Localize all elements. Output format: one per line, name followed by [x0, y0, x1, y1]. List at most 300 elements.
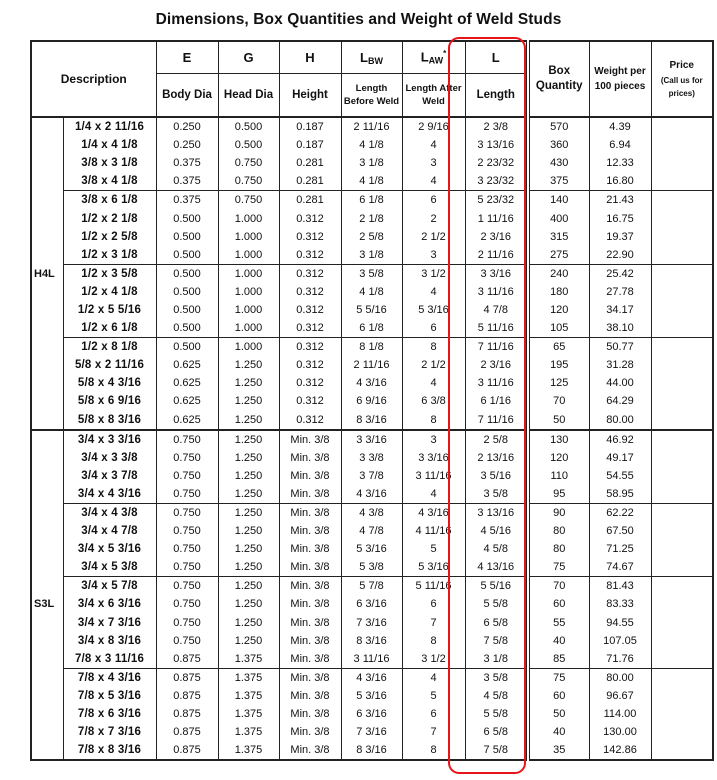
- cell-desc: 3/4 x 4 7/8: [63, 522, 156, 540]
- group-label: [31, 558, 63, 577]
- cell-law: 2 1/2: [402, 356, 465, 374]
- cell-weight: 25.42: [589, 264, 651, 283]
- cell-price: [651, 430, 713, 449]
- cell-law: 4: [402, 668, 465, 687]
- cell-g: 0.500: [218, 117, 279, 136]
- header-weight: Weight per 100 pieces: [589, 41, 651, 117]
- cell-l: 5 23/32: [465, 191, 528, 210]
- cell-e: 0.625: [156, 411, 218, 430]
- cell-law: 2: [402, 209, 465, 227]
- table-row: [31, 374, 713, 392]
- cell-e: 0.750: [156, 632, 218, 650]
- cell-e: 0.875: [156, 668, 218, 687]
- cell-g: 1.250: [218, 614, 279, 632]
- cell-lbw: 8 3/16: [341, 411, 402, 430]
- cell-l: 4 5/8: [465, 687, 528, 705]
- header-price: Price (Call us for prices): [651, 41, 713, 117]
- cell-weight: 80.00: [589, 668, 651, 687]
- document-title: Dimensions, Box Quantities and Weight of Weld Studs: [155, 11, 562, 28]
- cell-l: 2 13/16: [465, 449, 528, 467]
- cell-g: 0.750: [218, 154, 279, 172]
- cell-e: 0.500: [156, 319, 218, 338]
- group-label: [31, 650, 63, 669]
- cell-law: 6: [402, 191, 465, 210]
- cell-weight: 21.43: [589, 191, 651, 210]
- cell-g: 1.250: [218, 503, 279, 522]
- cell-desc: 5/8 x 6 9/16: [63, 392, 156, 410]
- cell-e: 0.750: [156, 522, 218, 540]
- cell-lbw: 4 1/8: [341, 136, 402, 154]
- table-row: [31, 668, 713, 687]
- cell-e: 0.875: [156, 650, 218, 669]
- cell-box: 240: [528, 264, 589, 283]
- cell-desc: 3/4 x 8 3/16: [63, 632, 156, 650]
- group-label: S3L: [31, 595, 63, 613]
- group-label: [31, 172, 63, 191]
- cell-weight: 107.05: [589, 632, 651, 650]
- cell-l: 3 5/8: [465, 485, 528, 504]
- cell-desc: 1/2 x 4 1/8: [63, 283, 156, 301]
- cell-desc: 3/4 x 3 7/8: [63, 467, 156, 485]
- cell-h: 0.312: [279, 338, 341, 357]
- cell-lbw: 8 3/16: [341, 741, 402, 760]
- cell-price: [651, 154, 713, 172]
- cell-e: 0.750: [156, 558, 218, 577]
- cell-l: 4 5/16: [465, 522, 528, 540]
- cell-l: 6 5/8: [465, 614, 528, 632]
- cell-lbw: 6 9/16: [341, 392, 402, 410]
- cell-h: 0.281: [279, 191, 341, 210]
- cell-price: [651, 209, 713, 227]
- cell-l: 4 13/16: [465, 558, 528, 577]
- cell-law: 3: [402, 430, 465, 449]
- cell-weight: 27.78: [589, 283, 651, 301]
- cell-e: 0.750: [156, 540, 218, 558]
- table-row: [31, 356, 713, 374]
- cell-lbw: 7 3/16: [341, 723, 402, 741]
- cell-lbw: 3 5/8: [341, 264, 402, 283]
- cell-box: 120: [528, 449, 589, 467]
- cell-box: 40: [528, 632, 589, 650]
- cell-e: 0.875: [156, 741, 218, 760]
- table-row: [31, 522, 713, 540]
- cell-desc: 3/8 x 4 1/8: [63, 172, 156, 191]
- cell-e: 0.500: [156, 301, 218, 319]
- cell-l: 2 11/16: [465, 246, 528, 265]
- cell-g: 1.375: [218, 723, 279, 741]
- cell-e: 0.625: [156, 374, 218, 392]
- cell-desc: 3/4 x 5 7/8: [63, 577, 156, 596]
- group-label: [31, 741, 63, 760]
- cell-desc: 3/8 x 3 1/8: [63, 154, 156, 172]
- cell-box: 95: [528, 485, 589, 504]
- cell-law: 5 3/16: [402, 301, 465, 319]
- cell-e: 0.500: [156, 209, 218, 227]
- header-height: Height: [279, 74, 341, 118]
- cell-law: 5 3/16: [402, 558, 465, 577]
- cell-g: 1.250: [218, 411, 279, 430]
- cell-lbw: 4 1/8: [341, 172, 402, 191]
- cell-l: 3 13/16: [465, 136, 528, 154]
- cell-price: [651, 503, 713, 522]
- cell-desc: 1/2 x 6 1/8: [63, 319, 156, 338]
- header-head-dia: Head Dia: [218, 74, 279, 118]
- cell-e: 0.750: [156, 430, 218, 449]
- cell-lbw: 5 7/8: [341, 577, 402, 596]
- cell-h: 0.187: [279, 117, 341, 136]
- cell-h: Min. 3/8: [279, 485, 341, 504]
- cell-price: [651, 540, 713, 558]
- cell-lbw: 3 7/8: [341, 467, 402, 485]
- cell-e: 0.875: [156, 705, 218, 723]
- cell-box: 360: [528, 136, 589, 154]
- cell-box: 35: [528, 741, 589, 760]
- cell-law: 5: [402, 540, 465, 558]
- cell-g: 1.375: [218, 668, 279, 687]
- cell-law: 5: [402, 687, 465, 705]
- cell-weight: 12.33: [589, 154, 651, 172]
- cell-lbw: 4 3/16: [341, 485, 402, 504]
- cell-g: 1.250: [218, 485, 279, 504]
- cell-price: [651, 522, 713, 540]
- cell-lbw: 4 1/8: [341, 283, 402, 301]
- table-row: [31, 392, 713, 410]
- cell-h: Min. 3/8: [279, 467, 341, 485]
- cell-e: 0.750: [156, 449, 218, 467]
- cell-weight: 81.43: [589, 577, 651, 596]
- cell-lbw: 3 3/8: [341, 449, 402, 467]
- cell-g: 1.000: [218, 209, 279, 227]
- cell-price: [651, 228, 713, 246]
- cell-box: 60: [528, 595, 589, 613]
- cell-e: 0.750: [156, 485, 218, 504]
- cell-e: 0.750: [156, 614, 218, 632]
- cell-weight: 130.00: [589, 723, 651, 741]
- table-row: [31, 338, 713, 357]
- cell-desc: 7/8 x 8 3/16: [63, 741, 156, 760]
- cell-l: 2 3/16: [465, 356, 528, 374]
- cell-law: 3: [402, 246, 465, 265]
- table-row: [31, 687, 713, 705]
- cell-law: 3 1/2: [402, 650, 465, 669]
- cell-box: 70: [528, 577, 589, 596]
- cell-lbw: 3 11/16: [341, 650, 402, 669]
- cell-price: [651, 723, 713, 741]
- cell-desc: 7/8 x 3 11/16: [63, 650, 156, 669]
- cell-g: 1.375: [218, 705, 279, 723]
- cell-l: 2 3/8: [465, 117, 528, 136]
- cell-g: 1.250: [218, 430, 279, 449]
- cell-law: 2 9/16: [402, 117, 465, 136]
- cell-law: 6: [402, 705, 465, 723]
- cell-h: Min. 3/8: [279, 632, 341, 650]
- cell-h: Min. 3/8: [279, 577, 341, 596]
- cell-g: 1.375: [218, 687, 279, 705]
- cell-box: 140: [528, 191, 589, 210]
- cell-lbw: 7 3/16: [341, 614, 402, 632]
- cell-box: 80: [528, 522, 589, 540]
- cell-lbw: 5 5/16: [341, 301, 402, 319]
- cell-price: [651, 558, 713, 577]
- cell-e: 0.750: [156, 577, 218, 596]
- cell-weight: 96.67: [589, 687, 651, 705]
- cell-lbw: 2 1/8: [341, 209, 402, 227]
- cell-lbw: 2 5/8: [341, 228, 402, 246]
- cell-lbw: 3 1/8: [341, 246, 402, 265]
- cell-box: 75: [528, 668, 589, 687]
- group-label: [31, 136, 63, 154]
- cell-price: [651, 741, 713, 760]
- cell-box: 430: [528, 154, 589, 172]
- cell-law: 6: [402, 595, 465, 613]
- cell-g: 1.000: [218, 283, 279, 301]
- cell-desc: 1/2 x 2 1/8: [63, 209, 156, 227]
- cell-lbw: 2 11/16: [341, 356, 402, 374]
- cell-box: 570: [528, 117, 589, 136]
- cell-h: Min. 3/8: [279, 522, 341, 540]
- cell-e: 0.500: [156, 246, 218, 265]
- cell-l: 6 5/8: [465, 723, 528, 741]
- cell-e: 0.500: [156, 228, 218, 246]
- cell-h: Min. 3/8: [279, 723, 341, 741]
- cell-g: 1.375: [218, 741, 279, 760]
- cell-price: [651, 319, 713, 338]
- cell-desc: 3/4 x 4 3/8: [63, 503, 156, 522]
- table-row: [31, 503, 713, 522]
- cell-weight: 67.50: [589, 522, 651, 540]
- group-label: [31, 522, 63, 540]
- cell-law: 3: [402, 154, 465, 172]
- cell-e: 0.500: [156, 283, 218, 301]
- cell-lbw: 5 3/8: [341, 558, 402, 577]
- cell-desc: 1/2 x 3 1/8: [63, 246, 156, 265]
- cell-h: Min. 3/8: [279, 705, 341, 723]
- cell-l: 2 23/32: [465, 154, 528, 172]
- cell-h: 0.187: [279, 136, 341, 154]
- cell-weight: 50.77: [589, 338, 651, 357]
- cell-h: 0.312: [279, 228, 341, 246]
- cell-g: 1.250: [218, 522, 279, 540]
- cell-lbw: 6 1/8: [341, 319, 402, 338]
- group-label: [31, 632, 63, 650]
- cell-law: 7: [402, 614, 465, 632]
- cell-price: [651, 283, 713, 301]
- cell-h: Min. 3/8: [279, 449, 341, 467]
- cell-h: 0.312: [279, 356, 341, 374]
- cell-e: 0.375: [156, 191, 218, 210]
- group-label: [31, 449, 63, 467]
- group-label: [31, 283, 63, 301]
- cell-box: 85: [528, 650, 589, 669]
- cell-h: 0.312: [279, 246, 341, 265]
- cell-weight: 71.25: [589, 540, 651, 558]
- cell-desc: 5/8 x 4 3/16: [63, 374, 156, 392]
- cell-e: 0.250: [156, 117, 218, 136]
- cell-weight: 34.17: [589, 301, 651, 319]
- cell-desc: 1/2 x 3 5/8: [63, 264, 156, 283]
- cell-desc: 1/4 x 2 11/16: [63, 117, 156, 136]
- cell-lbw: 6 1/8: [341, 191, 402, 210]
- cell-desc: 3/4 x 3 3/16: [63, 430, 156, 449]
- cell-g: 1.000: [218, 301, 279, 319]
- cell-law: 4: [402, 283, 465, 301]
- cell-desc: 3/4 x 5 3/16: [63, 540, 156, 558]
- cell-e: 0.750: [156, 503, 218, 522]
- header-h: H: [279, 41, 341, 74]
- cell-weight: 54.55: [589, 467, 651, 485]
- header-description: Description: [31, 41, 156, 117]
- table-row: [31, 136, 713, 154]
- header-l: L: [465, 41, 528, 74]
- header-e: E: [156, 41, 218, 74]
- cell-e: 0.875: [156, 723, 218, 741]
- cell-law: 8: [402, 741, 465, 760]
- table-row: [31, 723, 713, 741]
- table-row: [31, 540, 713, 558]
- cell-e: 0.375: [156, 172, 218, 191]
- header-box-quantity: Box Quantity: [528, 41, 589, 117]
- header-g: G: [218, 41, 279, 74]
- cell-law: 3 11/16: [402, 467, 465, 485]
- cell-g: 0.750: [218, 191, 279, 210]
- cell-desc: 1/4 x 4 1/8: [63, 136, 156, 154]
- cell-desc: 7/8 x 7 3/16: [63, 723, 156, 741]
- cell-lbw: 2 11/16: [341, 117, 402, 136]
- cell-g: 1.000: [218, 228, 279, 246]
- cell-price: [651, 577, 713, 596]
- cell-box: 315: [528, 228, 589, 246]
- table-row: [31, 301, 713, 319]
- cell-box: 90: [528, 503, 589, 522]
- table-row: [31, 705, 713, 723]
- cell-g: 1.250: [218, 540, 279, 558]
- cell-e: 0.250: [156, 136, 218, 154]
- cell-desc: 3/8 x 6 1/8: [63, 191, 156, 210]
- cell-lbw: 8 1/8: [341, 338, 402, 357]
- cell-weight: 16.80: [589, 172, 651, 191]
- group-label: H4L: [31, 264, 63, 283]
- table-row: [31, 411, 713, 430]
- table-row: [31, 577, 713, 596]
- cell-price: [651, 374, 713, 392]
- group-label: [31, 301, 63, 319]
- table-row: [31, 209, 713, 227]
- cell-law: 8: [402, 632, 465, 650]
- cell-weight: 74.67: [589, 558, 651, 577]
- cell-h: 0.312: [279, 374, 341, 392]
- cell-price: [651, 136, 713, 154]
- cell-weight: 114.00: [589, 705, 651, 723]
- table-row: [31, 283, 713, 301]
- cell-price: [651, 687, 713, 705]
- cell-box: 275: [528, 246, 589, 265]
- cell-lbw: 6 3/16: [341, 595, 402, 613]
- header-body-dia: Body Dia: [156, 74, 218, 118]
- table-row: [31, 191, 713, 210]
- table-row: [31, 319, 713, 338]
- cell-price: [651, 246, 713, 265]
- cell-price: [651, 650, 713, 669]
- cell-box: 65: [528, 338, 589, 357]
- cell-box: 55: [528, 614, 589, 632]
- cell-weight: 44.00: [589, 374, 651, 392]
- group-label: [31, 154, 63, 172]
- cell-l: 3 23/32: [465, 172, 528, 191]
- cell-law: 4: [402, 136, 465, 154]
- group-label: [31, 668, 63, 687]
- cell-box: 180: [528, 283, 589, 301]
- cell-lbw: 5 3/16: [341, 540, 402, 558]
- cell-lbw: 3 3/16: [341, 430, 402, 449]
- cell-weight: 142.86: [589, 741, 651, 760]
- cell-l: 6 1/16: [465, 392, 528, 410]
- table-row: [31, 430, 713, 449]
- cell-law: 6 3/8: [402, 392, 465, 410]
- cell-box: 75: [528, 558, 589, 577]
- cell-box: 110: [528, 467, 589, 485]
- table-row: [31, 632, 713, 650]
- cell-law: 4 11/16: [402, 522, 465, 540]
- cell-desc: 3/4 x 7 3/16: [63, 614, 156, 632]
- cell-g: 1.000: [218, 338, 279, 357]
- table-row: [31, 595, 713, 613]
- cell-l: 7 11/16: [465, 411, 528, 430]
- cell-e: 0.750: [156, 595, 218, 613]
- cell-desc: 1/2 x 2 5/8: [63, 228, 156, 246]
- cell-l: 4 7/8: [465, 301, 528, 319]
- cell-g: 1.000: [218, 246, 279, 265]
- table-row: [31, 117, 713, 136]
- group-label: [31, 485, 63, 504]
- cell-law: 4: [402, 485, 465, 504]
- cell-box: 375: [528, 172, 589, 191]
- cell-weight: 80.00: [589, 411, 651, 430]
- cell-weight: 31.28: [589, 356, 651, 374]
- cell-l: 7 5/8: [465, 632, 528, 650]
- header-length-after-weld: Length After Weld: [402, 74, 465, 118]
- table-row: [31, 485, 713, 504]
- cell-desc: 3/4 x 5 3/8: [63, 558, 156, 577]
- cell-law: 6: [402, 319, 465, 338]
- cell-weight: 49.17: [589, 449, 651, 467]
- group-label: [31, 356, 63, 374]
- cell-l: 3 11/16: [465, 374, 528, 392]
- cell-h: 0.312: [279, 392, 341, 410]
- cell-lbw: 8 3/16: [341, 632, 402, 650]
- cell-g: 1.250: [218, 356, 279, 374]
- group-label: [31, 374, 63, 392]
- cell-law: 4: [402, 172, 465, 191]
- cell-law: 3 3/16: [402, 449, 465, 467]
- cell-e: 0.500: [156, 264, 218, 283]
- header-length: Length: [465, 74, 528, 118]
- header-law: $L_{AW}^*$: [402, 41, 465, 74]
- cell-weight: 83.33: [589, 595, 651, 613]
- cell-h: Min. 3/8: [279, 687, 341, 705]
- table-row: [31, 449, 713, 467]
- cell-weight: 94.55: [589, 614, 651, 632]
- cell-box: 400: [528, 209, 589, 227]
- cell-g: 1.250: [218, 558, 279, 577]
- cell-weight: 71.76: [589, 650, 651, 669]
- cell-h: 0.312: [279, 209, 341, 227]
- cell-price: [651, 172, 713, 191]
- group-label: [31, 209, 63, 227]
- group-label: [31, 392, 63, 410]
- cell-g: 1.000: [218, 264, 279, 283]
- cell-box: 50: [528, 705, 589, 723]
- cell-h: 0.312: [279, 301, 341, 319]
